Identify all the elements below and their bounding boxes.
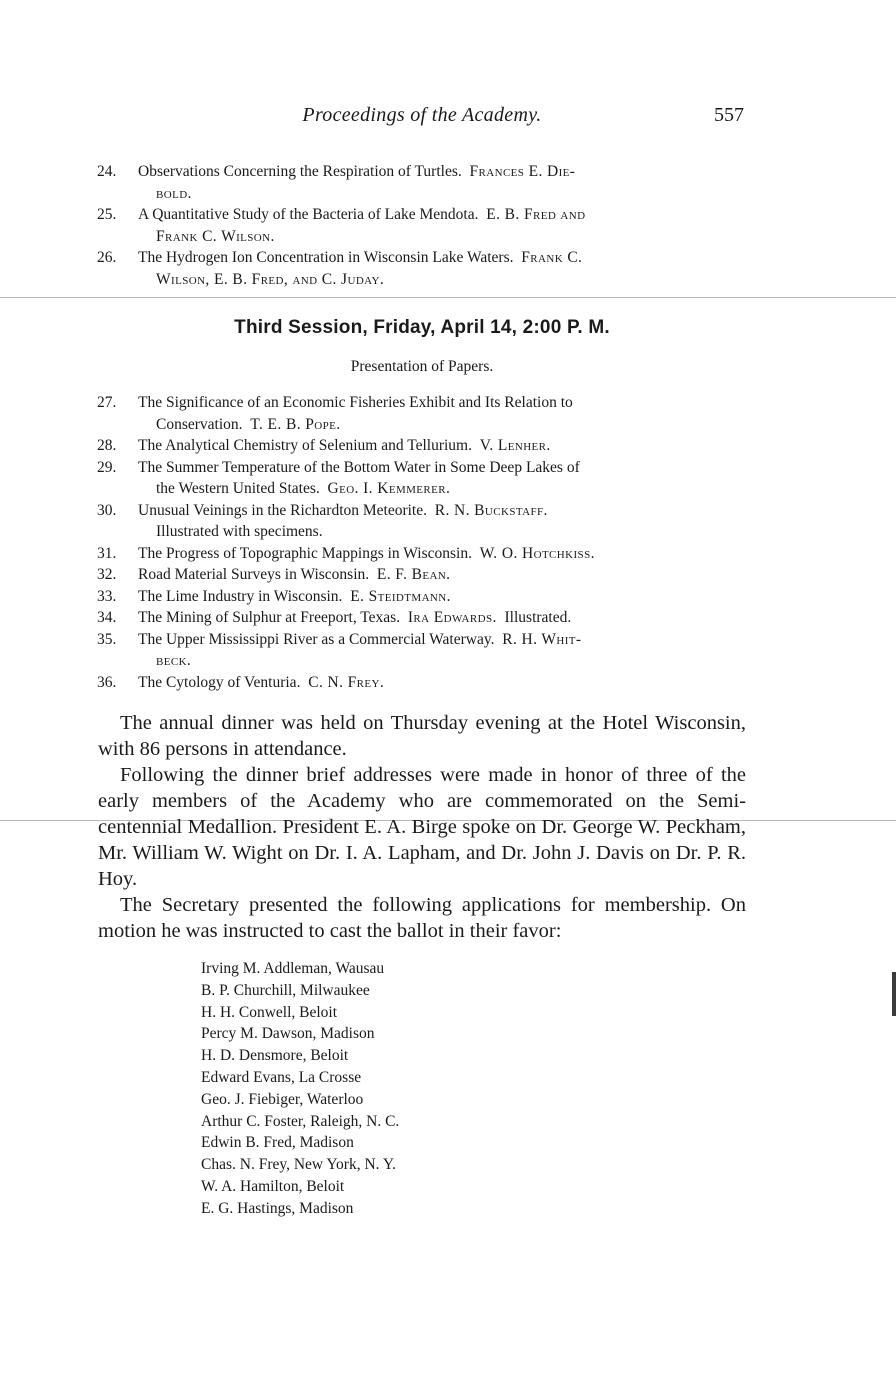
paper-number: 25. xyxy=(97,206,117,223)
paper-author-continued: Frank C. Wilson. xyxy=(156,227,275,245)
paper-title: Road Material Surveys in Wisconsin. xyxy=(138,566,370,583)
paper-author: R. N. Buckstaff. xyxy=(434,501,548,519)
paper-author: T. E. B. Pope. xyxy=(250,415,341,433)
paper-title: The Hydrogen Ion Concentration in Wisconsin Lake Waters. xyxy=(138,249,514,266)
member-list xyxy=(201,958,399,1220)
paper-title: The Cytology of Venturia. xyxy=(138,673,301,691)
paper-title-continued: Conservation. xyxy=(156,415,243,433)
paper-item-28 xyxy=(97,435,745,457)
paper-number: 36. xyxy=(97,673,117,691)
session-heading: Third Session, Friday, April 14, 2:00 P. M. xyxy=(234,317,610,338)
paragraph-addresses: Following the dinner brief addresses were made in honor of three of the early members of the Academy who are commemorated on the Semi-centennial Medallion. President E. A. Birge spoke on Dr. George W. Peckham, Mr. William W. Wight on Dr. I. A. Lapham, and Dr. John J. Davis on Dr. P. R. Hoy. xyxy=(98,764,746,890)
paper-note: Illustrated. xyxy=(504,609,572,626)
paper-number: 32. xyxy=(97,566,117,583)
paper-author: E. Steidtmann. xyxy=(350,587,451,605)
paper-author: Ira Edwards. xyxy=(407,609,497,626)
paper-title: The Analytical Chemistry of Selenium and Tellurium. xyxy=(138,437,472,454)
member-item: Irving M. Addleman, Wausau xyxy=(201,960,385,977)
paragraph-dinner: The annual dinner was held on Thursday evening at the Hotel Wisconsin, with 86 persons in attendance. xyxy=(98,712,746,760)
paper-item-32 xyxy=(97,564,745,586)
paper-title: The Significance of an Economic Fisheries Exhibit and Its Relation to xyxy=(138,394,573,411)
paper-author: Frances E. Die- xyxy=(469,163,576,180)
member-item: Edward Evans, La Crosse xyxy=(201,1068,362,1086)
paper-author: E. F. Bean. xyxy=(376,566,451,583)
paper-number: 33. xyxy=(97,587,117,605)
paper-item-34 xyxy=(97,607,745,629)
paper-number: 26. xyxy=(97,249,117,266)
paper-item-31 xyxy=(97,543,745,565)
paper-item-36 xyxy=(97,672,745,694)
member-item: H. D. Densmore, Beloit xyxy=(201,1047,349,1065)
paper-author: V. Lenher. xyxy=(479,437,551,454)
paper-continuation xyxy=(138,478,745,500)
paper-item-26 xyxy=(97,247,745,290)
member-item: B. P. Churchill, Milwaukee xyxy=(201,981,370,999)
paper-author-continued: beck. xyxy=(156,652,192,669)
paper-title: A Quantitative Study of the Bacteria of Lake Mendota. xyxy=(138,206,479,223)
running-head xyxy=(98,104,746,134)
page-number: 557 xyxy=(714,104,744,126)
paper-number: 34. xyxy=(97,609,117,626)
paper-number: 28. xyxy=(97,437,117,454)
member-item: Geo. J. Fiebiger, Waterloo xyxy=(201,1090,364,1108)
paper-title: Unusual Veinings in the Richardton Meteorite. xyxy=(138,501,427,519)
paper-author-continued: Wilson, E. B. Fred, and C. Juday. xyxy=(156,270,385,288)
paper-author: R. H. Whit- xyxy=(502,630,582,648)
paper-author: C. N. Frey. xyxy=(308,673,385,691)
running-title: Proceedings of the Academy. xyxy=(302,104,542,126)
paper-number: 29. xyxy=(97,458,117,476)
paper-title: The Mining of Sulphur at Freeport, Texas. xyxy=(138,609,401,626)
paper-title: The Upper Mississippi River as a Commercial Waterway. xyxy=(138,630,495,648)
paper-number: 27. xyxy=(97,394,117,411)
paper-author-continued: bold. xyxy=(156,184,192,202)
paper-author: W. O. Hotchkiss. xyxy=(479,544,595,562)
paragraph-secretary: The Secretary presented the following applications for membership. On motion he was instructed to cast the ballot in their favor: xyxy=(98,894,746,942)
paper-note: Illustrated with specimens. xyxy=(156,523,323,540)
paper-item-25 xyxy=(97,204,745,247)
member-item: Percy M. Dawson, Madison xyxy=(201,1025,375,1043)
paper-item-24 xyxy=(97,161,745,204)
paper-list-continued xyxy=(97,161,745,290)
paper-item-33 xyxy=(97,586,745,608)
scan-edge-mark xyxy=(892,972,896,1016)
paper-item-27 xyxy=(97,392,745,435)
paper-title: The Lime Industry in Wisconsin. xyxy=(138,587,343,605)
paper-title: The Progress of Topographic Mappings in Wisconsin. xyxy=(138,544,472,562)
member-item: Edwin B. Fred, Madison xyxy=(201,1134,354,1152)
session-subheading: Presentation of Papers. xyxy=(350,358,494,375)
paper-item-29 xyxy=(97,457,745,500)
paper-item-30 xyxy=(97,500,745,543)
paper-title: Observations Concerning the Respiration of Turtles. xyxy=(138,163,462,180)
paper-author: Geo. I. Kemmerer. xyxy=(327,480,451,497)
paper-item-35 xyxy=(97,629,745,672)
member-item: Arthur C. Foster, Raleigh, N. C. xyxy=(201,1112,400,1130)
member-item: E. G. Hastings, Madison xyxy=(201,1199,354,1217)
paper-continuation xyxy=(138,414,745,436)
member-item: H. H. Conwell, Beloit xyxy=(201,1003,338,1021)
paper-number: 24. xyxy=(97,163,117,180)
member-item: W. A. Hamilton, Beloit xyxy=(201,1177,345,1195)
fold-line-top xyxy=(0,297,896,298)
paper-title: The Summer Temperature of the Bottom Water in Some Deep Lakes of xyxy=(138,458,580,476)
paper-title-continued: the Western United States. xyxy=(156,480,320,497)
paper-author: E. B. Fred and xyxy=(486,206,586,223)
paper-author: Frank C. xyxy=(521,249,583,266)
paper-number: 35. xyxy=(97,630,117,648)
paper-number: 31. xyxy=(97,544,117,562)
paper-number: 30. xyxy=(97,501,117,519)
paper-list-session xyxy=(97,392,745,693)
member-item: Chas. N. Frey, New York, N. Y. xyxy=(201,1156,396,1174)
